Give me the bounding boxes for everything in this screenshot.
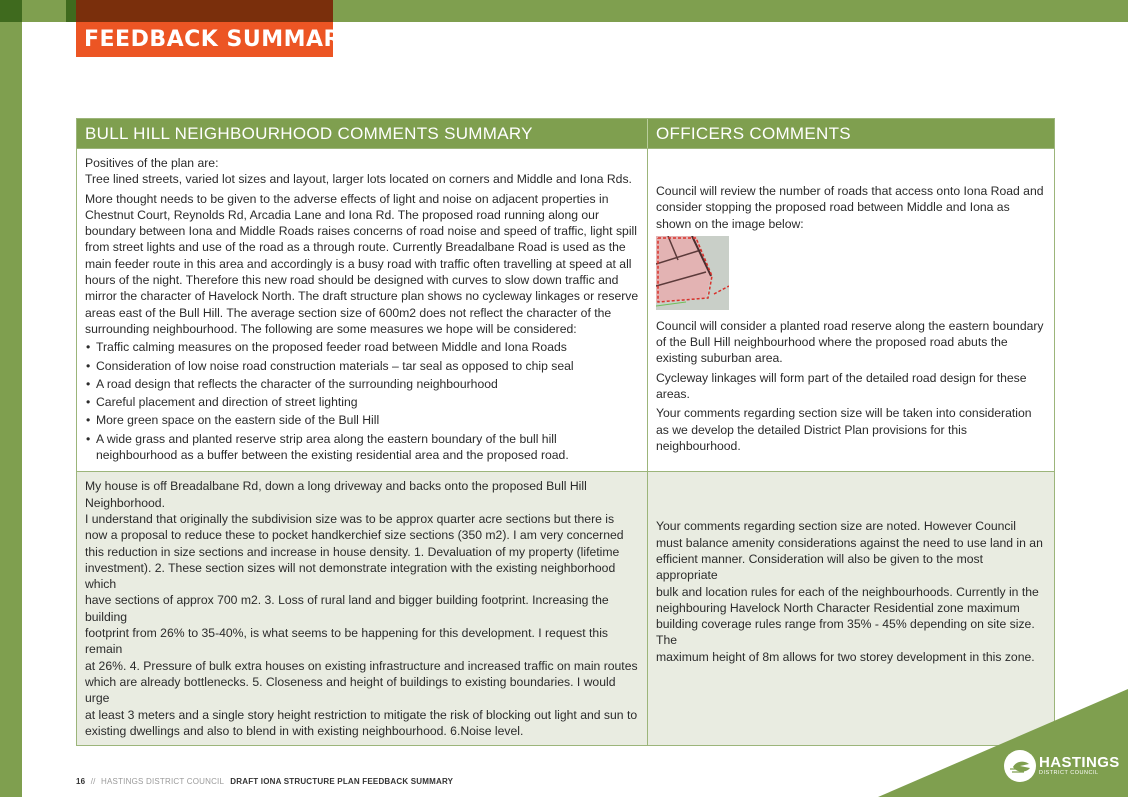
feedback-table [76, 118, 1055, 746]
map-image [656, 236, 729, 310]
officer-comment-line: maximum height of 8m allows for two storey development in this zone. [656, 649, 1035, 664]
list-item: • A wide grass and planted reserve strip area along the eastern boundary of the bull hill neighbourhood as a buffer between the existing residential area and the proposed road. [85, 431, 639, 464]
table-row [77, 148, 1054, 471]
page-footer [76, 777, 453, 786]
logo-subtitle: DISTRICT COUNCIL [1039, 770, 1099, 776]
footer-document-title: DRAFT IONA STRUCTURE PLAN FEEDBACK SUMMARY [230, 777, 454, 786]
top-banner-dark-stripe [66, 0, 76, 22]
officer-comment-line: efficient manner. Consideration will also be given to the most appropriate [656, 551, 983, 583]
officer-comment-roads: Council will review the number of roads that access onto Iona Road and consider stopping the proposed road between Middle and Iona as shown on the image below: [656, 184, 1044, 231]
list-item: • More green space on the eastern side of the Bull Hill [85, 412, 639, 428]
comment-positives: Tree lined streets, varied lot sizes and layout, larger lots located on corners and Middle and Iona Rds. [85, 172, 632, 187]
map-thumbnail [656, 236, 729, 310]
officer-comment-line: Your comments regarding section size are noted. However Council [656, 519, 1016, 534]
comment-line: at least 3 meters and a single story height restriction to mitigate the risk of blocking out light and sun to [85, 707, 638, 722]
list-item: • A road design that reflects the character of the surrounding neighbourhood [85, 376, 639, 392]
logo-name: HASTINGS [1039, 754, 1120, 771]
list-item: • Careful placement and direction of street lighting [85, 394, 639, 410]
hastings-logo [1004, 750, 1120, 782]
comment-measures-list [85, 339, 639, 463]
comment-cell [77, 149, 648, 471]
list-item: • Consideration of low noise road construction materials – tar seal as opposed to chip seal [85, 358, 639, 374]
comment-line: at 26%. 4. Pressure of bulk extra houses on existing infrastructure and increased traffic on main routes [85, 658, 638, 673]
officer-comment-line: must balance amenity considerations against the need to use land in an [656, 535, 1043, 550]
officer-comment-line: building coverage rules range from 35% - 45% depending on site size. The [656, 617, 1035, 648]
footer-organisation: HASTINGS DISTRICT COUNCIL [101, 777, 224, 786]
left-margin-strip [0, 22, 22, 797]
column-header-officers: OFFICERS COMMENTS [656, 124, 851, 143]
page-number: 16 [76, 777, 86, 786]
officer-comment-cycleway: Cycleway linkages will form part of the detailed road design for these areas. [656, 370, 1027, 402]
table-header [77, 119, 1054, 148]
list-item: • Traffic calming measures on the proposed feeder road between Middle and Iona Roads [85, 339, 639, 355]
officer-comment-line: bulk and location rules for each of the neighbourhoods. Currently in the [656, 584, 1039, 599]
comment-line: now a proposal to reduce these to pocket handkerchief size sections (350 m2). I am very concerned [85, 528, 624, 543]
comment-body: More thought needs to be given to the adverse effects of light and noise on adjacent properties in Chestnut Court, Reynolds Rd, Arcadia Lane and Iona Rd. The proposed road running along our boundary between Iona and Middle Roads raises concerns of road noise and speed of traffic, light spill from street lights and use of the road as a through route. Currently Breadalbane Road is used as the main feeder route in this area and accordingly is a busy road with traffic often travelling at speed at all hours of the night. Therefore this new road should be designed with curves to slow down traffic and mirror the character of Havelock North. The draft structure plan shows no cycleway linkages or reserve areas east of the Bull Hill. The average section size of 600m2 does not reflect the character of the surrounding neighbourhood. The following are some measures we hope will be considered: [85, 191, 639, 336]
comment-line: investment). 2. These section sizes will not demonstrate integration with the existing neighborhood which [85, 560, 616, 592]
top-banner-brown-block [76, 0, 333, 22]
footer-separator: // [90, 777, 96, 786]
comment-line: I understand that originally the subdivision size was to be approx quarter acre sections but there is [85, 511, 615, 526]
officer-comment-reserve: Council will consider a planted road reserve along the eastern boundary of the Bull Hill neighbourhood where the proposed road abuts the existing suburban area. [656, 318, 1044, 366]
officer-comment-section-size: Your comments regarding section size will be taken into consideration as we develop the detailed District Plan provisions for this neighbourhood. [656, 406, 1032, 453]
page-title-box [76, 22, 357, 57]
page-title: FEEDBACK SUMMARY [84, 27, 357, 52]
top-banner-dark-block [0, 0, 22, 22]
comment-cell [77, 472, 648, 745]
comment-intro: Positives of the plan are: [85, 156, 219, 170]
comment-line: this reduction in size sections and increase in house density. 1. Devaluation of my property (lifetime [85, 544, 620, 559]
officer-comment-line: neighbouring Havelock North Character Residential zone maximum [656, 600, 1020, 615]
comment-line: footprint from 26% to 35-40%, is what seems to be happening for this development. I request this remain [85, 626, 608, 657]
column-header-comments: BULL HILL NEIGHBOURHOOD COMMENTS SUMMARY [77, 119, 648, 148]
comment-line: existing dwellings and also to blend in with existing neighbourhood. 6.Noise level. [85, 723, 524, 738]
comment-line: which are already bottlenecks. 5. Closeness and height of buildings to existing boundaries. I would urge [85, 674, 616, 706]
officer-comment-cell [648, 149, 1054, 471]
comment-line: have sections of approx 700 m2. 3. Loss of rural land and bigger building footprint. Increasing the building [85, 593, 609, 624]
hastings-logo-icon [1004, 750, 1036, 782]
comment-line: My house is off Breadalbane Rd, down a long driveway and backs onto the proposed Bull Hill Neighborhood. [85, 479, 587, 510]
